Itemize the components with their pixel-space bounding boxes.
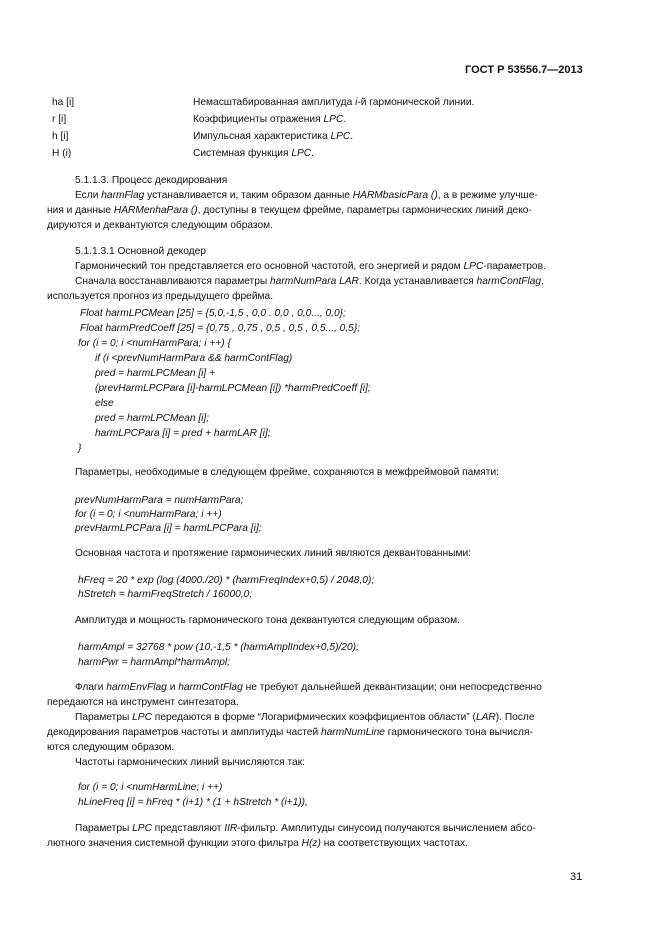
paragraph-line: Амплитуда и мощность гармонического тона деквантуются следующим образом. xyxy=(75,615,460,626)
paragraph-line: Параметры LPC передаются в форме “Логарифмических коэффициентов области” (LAR). После xyxy=(75,712,535,723)
code-line: } xyxy=(78,443,82,454)
definition-term: H (i) xyxy=(52,148,72,159)
code-line: prevHarmLPCPara [i] = harmLPCPara [i]; xyxy=(75,523,262,534)
paragraph-line: декодирования параметров частоты и амплитуды частей harmNumLine гармонического тона вычисля- xyxy=(47,727,533,738)
document-header: ГОСТ Р 53556.7—2013 xyxy=(465,64,583,76)
paragraph-line: Параметры, необходимые в следующем фрейме, сохраняются в межфреймовой памяти: xyxy=(75,467,499,478)
paragraph-line: Если harmFlag устанавливается и, таким образом данные HARMbasicPara (), а в режиме улучше- xyxy=(75,190,538,201)
code-line: harmAmpl = 32768 * pow (10,-1,5 * (harmAmplIndex+0,5)/20); xyxy=(78,642,359,653)
definition-desc: Немасштабированная амплитуда i-й гармонической линии. xyxy=(193,97,475,108)
code-line: hStretch = harmFreqStretch / 16000,0; xyxy=(78,589,253,600)
section-heading: 5.1.1.3. Процесс декодирования xyxy=(75,175,228,186)
code-line: harmPwr = harmAmpl*harmAmpl; xyxy=(78,657,231,668)
paragraph-line: ния и данные HARMenhaPara (), доступны в текущем фрейме, параметры гармонических линий деко- xyxy=(47,205,532,216)
code-line: for (i = 0; i <numHarmPara; i ++) { xyxy=(78,338,231,349)
paragraph-line: Частоты гармонических линий вычисляются так: xyxy=(75,757,305,768)
definition-desc: Системная функция LPC. xyxy=(193,148,314,159)
code-line: else xyxy=(95,398,114,409)
code-line: harmLPCPara [i] = pred + harmLAR [i]; xyxy=(95,428,271,439)
definition-term: ha [i] xyxy=(52,97,75,108)
definition-desc: Коэффициенты отражения LPC. xyxy=(193,114,347,125)
code-line: pred = harmLPCMean [i]; xyxy=(95,413,210,424)
paragraph-line: Сначала восстанавливаются параметры harmNumPara LAR. Когда устанавливается harmContFlag, xyxy=(75,276,544,287)
definition-term: r [i] xyxy=(52,114,67,125)
code-line: Float harmPredCoeff [25] = {0,75 , 0,75 , 0,5 , 0,5 , 0,5..., 0,5}; xyxy=(80,323,361,334)
code-line: (prevHarmLPCPara [i]-harmLPCMean [i]) *harmPredCoeff [i]; xyxy=(95,383,371,394)
paragraph-line: Параметры LPC представляют IIR-фильтр. Амплитуды синусоид получаются вычислением абсо- xyxy=(75,823,536,834)
code-line: hFreq = 20 * exp (log (4000./20) * (harmFreqIndex+0,5) / 2048,0); xyxy=(78,575,375,586)
paragraph-line: дируются и деквантуются следующим образом. xyxy=(47,220,273,231)
paragraph-line: Основная частота и протяжение гармонических линий являются деквантованными: xyxy=(75,548,472,559)
paragraph-line: ются следующим образом. xyxy=(47,742,175,753)
paragraph-line: передаются на инструмент синтезатора. xyxy=(47,697,239,708)
definition-desc: Импульсная характеристика LPC. xyxy=(193,131,354,142)
code-line: for (i = 0; i <numHarmPara; i ++) xyxy=(75,509,222,520)
page-number: 31 xyxy=(570,871,583,883)
paragraph-line: лютного значения системной функции этого фильтра H(z) на соответствующих частотах. xyxy=(47,838,468,849)
code-line: prevNumHarmPara = numHarmPara; xyxy=(75,495,244,506)
code-line: pred = harmLPCMean [i] + xyxy=(95,368,216,379)
paragraph-line: Гармонический тон представляется его основной частотой, его энергией и рядом LPC-параметров. xyxy=(75,261,546,272)
definition-term: h [i] xyxy=(52,131,69,142)
paragraph-line: используется прогноз из предыдущего фрейма. xyxy=(47,291,274,302)
code-line: Float harmLPCMean [25] = {5,0,-1,5 , 0,0 . 0,0 , 0,0..., 0,0}; xyxy=(80,308,346,319)
paragraph-line: Флаги harmEnvFlag и harmContFlag не требуют дальнейшей деквантизации; они непосредственно xyxy=(75,682,542,693)
section-heading: 5.1.1.3.1 Основной декодер xyxy=(75,246,206,257)
code-line: if (i <prevNumHarmPara && harmContFlag) xyxy=(95,353,293,364)
code-line: for (i = 0; i <numHarmLine; i ++) xyxy=(78,782,223,793)
code-line: hLineFreq [i] = hFreq * (i+1) * (1 + hStretch * (i+1)), xyxy=(78,797,308,808)
